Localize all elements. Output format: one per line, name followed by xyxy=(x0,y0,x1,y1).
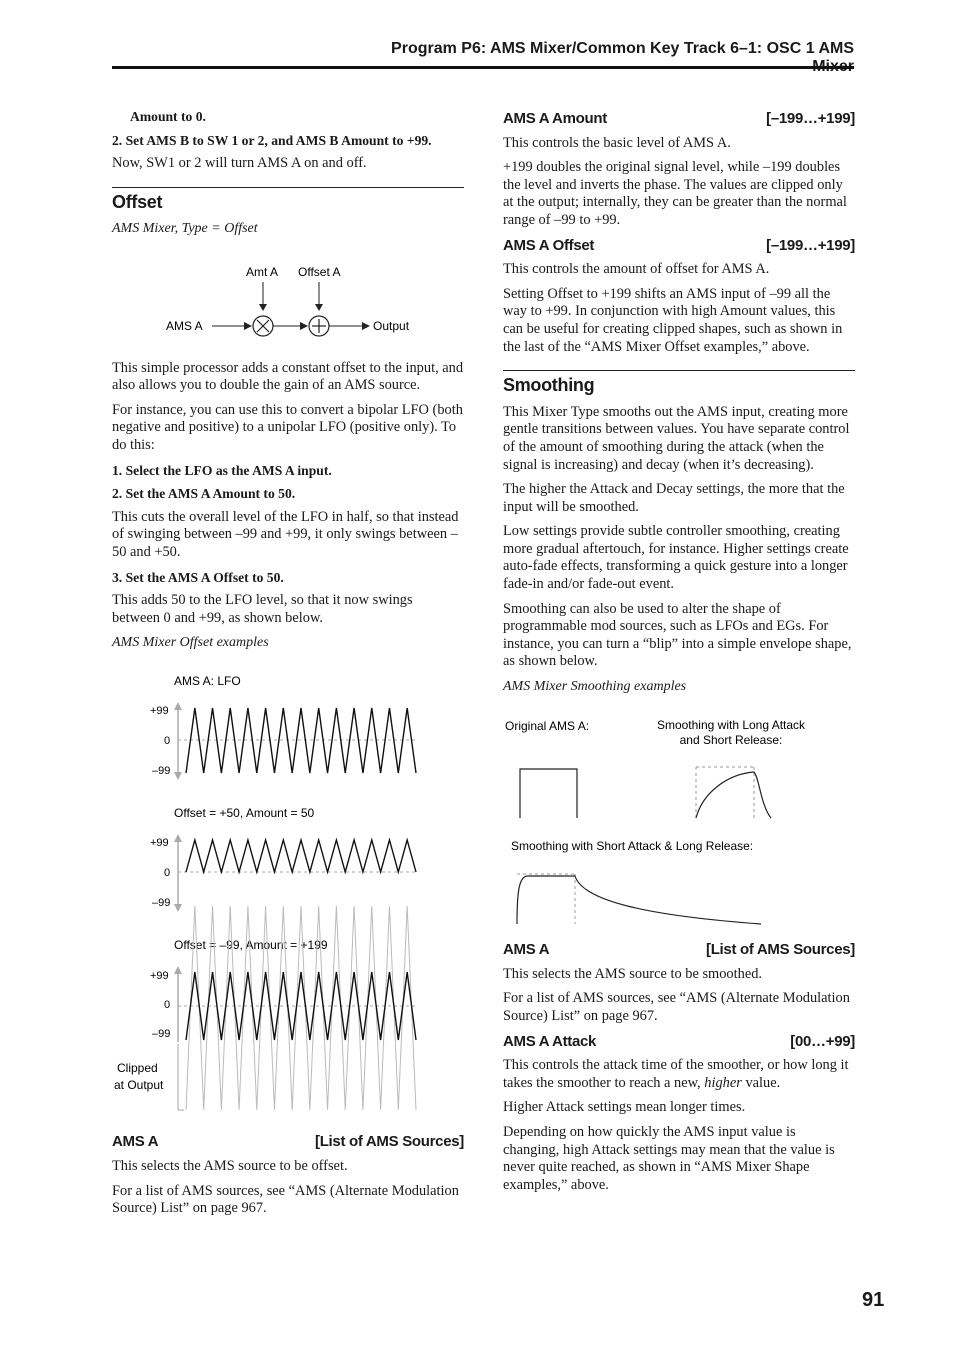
offset-paragraph-2: For instance, you can use this to convert a bipolar LFO (both negative and positive) to a unipolar LFO (positive only). To do this: xyxy=(112,401,463,453)
long-attack-label-1: Smoothing with Long Attack xyxy=(656,717,806,732)
graph-3-plus99: +99 xyxy=(150,969,169,982)
output-label: Output xyxy=(373,318,410,333)
ams-a-smooth-paragraph-2: For a list of AMS sources, see “AMS (Alternate Modulation Source) List” on page 967. xyxy=(503,990,850,1024)
param-range: [–199…+199] xyxy=(766,236,855,254)
graph-1-plus99: +99 xyxy=(150,704,169,717)
intro-step-continuation: Amount to 0. xyxy=(130,109,206,124)
graph-2-title: Offset = +50, Amount = 50 xyxy=(174,805,315,820)
graph-1-title: AMS A: LFO xyxy=(174,673,241,688)
ams-a-input-label: AMS A xyxy=(166,318,203,333)
right-column xyxy=(503,108,855,1201)
param-range: [List of AMS Sources] xyxy=(706,941,855,959)
offset-heading: Offset xyxy=(112,187,464,212)
ams-a-offset-paragraph-1: This selects the AMS source to be offset. xyxy=(112,1158,348,1175)
offset-param-paragraph-1: This controls the amount of offset for AMS A. xyxy=(503,261,770,278)
graph-1-zero: 0 xyxy=(164,734,171,747)
smoothing-heading: Smoothing xyxy=(503,370,855,395)
smoothing-examples-figure xyxy=(503,702,855,930)
param-range: [–199…+199] xyxy=(766,110,855,127)
long-attack-label-2: and Short Release: xyxy=(679,732,783,747)
page-number: 91 xyxy=(862,1289,885,1311)
graph-3-minus99: –99 xyxy=(152,1027,171,1040)
ams-a-offset-paragraph-2: For a list of AMS sources, see “AMS (Alternate Modulation Source) List” on page 967. xyxy=(112,1182,459,1217)
attack-paragraph-2: Higher Attack settings mean longer times. xyxy=(503,1099,746,1116)
param-label: AMS A Amount xyxy=(503,110,607,127)
offset-examples-figure xyxy=(112,658,464,1126)
smoothing-examples-caption: AMS Mixer Smoothing examples xyxy=(503,679,687,695)
offset-paragraph-4: This adds 50 to the LFO level, so that it now swings between 0 and +99, as shown below. xyxy=(112,592,413,626)
header-rule xyxy=(112,66,854,69)
param-label: AMS A xyxy=(503,941,550,959)
graph-3-title: Offset = –99, Amount = +199 xyxy=(174,937,328,952)
offset-caption: AMS Mixer, Type = Offset xyxy=(112,221,258,237)
offset-signal-flow-diagram xyxy=(112,244,464,354)
offset-paragraph-1: This simple processor adds a constant offset to the input, and also allows you to double the gain of an AMS source. xyxy=(112,359,464,394)
amt-a-label: Amt A xyxy=(246,264,279,279)
smoothing-paragraph-3: Low settings provide subtle controller smoothing, creating more gradual aftertouch, for instance. Higher settings create auto-fade effects, transforming a quick gesture into a longer fade-in and/or fade-out event. xyxy=(503,523,849,593)
intro-step-2: 2. Set AMS B to SW 1 or 2, and AMS B Amount to +99. xyxy=(112,132,432,148)
offset-paragraph-3: This cuts the overall level of the LFO in half, so that instead of swinging between –99 and +99, it only swings between –50 and +50. xyxy=(112,508,459,560)
offset-param-paragraph-2: Setting Offset to +199 shifts an AMS input of –99 all the way to +99. In conjunction with high Amount values, this can be useful for creating clipped shapes, such as shown in the last of the “AMS Mixer Offset examples,” above. xyxy=(503,285,843,355)
param-label: AMS A Offset xyxy=(503,236,595,254)
left-column xyxy=(112,108,464,1225)
param-range: [00…+99] xyxy=(790,1032,855,1050)
param-ams-a-offset-source xyxy=(112,1133,464,1151)
attack-paragraph-1: This controls the attack time of the smoother, or how long it takes the smoother to reach a new, higher value. xyxy=(503,1057,849,1091)
smoothing-paragraph-2: The higher the Attack and Decay settings, the more that the input will be smoothed. xyxy=(503,481,845,515)
offset-step-1: 1. Select the LFO as the AMS A input. xyxy=(112,462,332,478)
offset-50-waveform xyxy=(186,840,416,872)
original-blip-shape xyxy=(520,769,577,818)
param-ams-a-offset xyxy=(503,237,855,255)
original-ams-a-label: Original AMS A: xyxy=(505,718,590,733)
clipped-label-line-2: at Output xyxy=(114,1077,164,1092)
smoothing-paragraph-1: This Mixer Type smooths out the AMS input, creating more gentle transitions between values. You have separate control of the amount of smoothing during the attack (when the signal is increasing) and decay (when it’s decreasing). xyxy=(503,403,850,473)
intro-text: Now, SW1 or 2 will turn AMS A on and off. xyxy=(112,155,367,172)
ams-a-smooth-paragraph-1: This selects the AMS source to be smoothed. xyxy=(503,965,762,982)
param-ams-a-amount xyxy=(503,110,855,128)
long-attack-shape xyxy=(696,772,771,818)
smoothing-paragraph-4: Smoothing can also be used to alter the shape of programmable mod sources, such as LFOs and EGs. For instance, you can turn a “blip” into a simple envelope shape, as shown below. xyxy=(503,600,852,670)
graph-3-zero: 0 xyxy=(164,998,171,1011)
offset-a-label: Offset A xyxy=(298,264,341,279)
offset-examples-caption: AMS Mixer Offset examples xyxy=(112,635,269,651)
attack-paragraph-3: Depending on how quickly the AMS input value is changing, high Attack settings may mean that the value is never quite reached, as shown in “AMS Mixer Shape examples,” above. xyxy=(503,1123,835,1193)
graph-2-plus99: +99 xyxy=(150,836,169,849)
param-ams-a-smooth-source xyxy=(503,941,855,959)
param-label: AMS A xyxy=(112,1133,159,1151)
running-header: Program P6: AMS Mixer/Common Key Track 6–1: OSC 1 AMS xyxy=(391,40,854,57)
graph-2-zero: 0 xyxy=(164,866,171,879)
param-range: [List of AMS Sources] xyxy=(315,1133,464,1151)
clipped-waveform xyxy=(186,906,416,1110)
clipped-label-line-1: Clipped xyxy=(117,1060,158,1075)
amount-paragraph-1: This controls the basic level of AMS A. xyxy=(503,134,731,151)
offset-step-2: 2. Set the AMS A Amount to 50. xyxy=(112,486,296,502)
graph-2-minus99: –99 xyxy=(152,896,171,909)
amount-paragraph-2: +199 doubles the original signal level, while –199 doubles the level and inverts the phase. The values are clipped only at the output; internally, they can be greater than the normal range of –99 to +99. xyxy=(503,159,847,228)
short-attack-shape xyxy=(517,876,761,924)
short-attack-label: Smoothing with Short Attack & Long Release: xyxy=(511,838,754,853)
param-ams-a-attack xyxy=(503,1033,855,1051)
offset-step-3: 3. Set the AMS A Offset to 50. xyxy=(112,569,284,585)
param-label: AMS A Attack xyxy=(503,1032,597,1050)
graph-1-minus99: –99 xyxy=(152,764,171,777)
